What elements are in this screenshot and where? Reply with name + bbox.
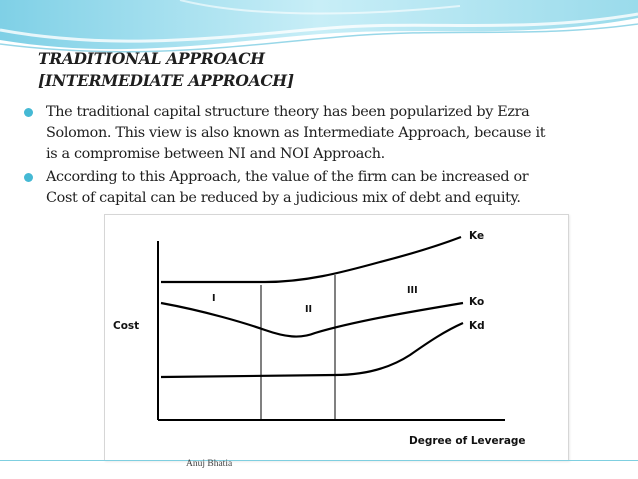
title-line-1: TRADITIONAL APPROACH <box>38 49 265 68</box>
bullet-dot-icon <box>24 173 33 182</box>
author-credit: Anuj Bhatia <box>186 459 233 469</box>
slide-title <box>38 48 618 92</box>
cost-of-capital-diagram <box>104 214 569 461</box>
bullet-1-line-1: The traditional capital structure theory has been popularized by Ezra <box>46 104 530 120</box>
footer-divider <box>0 460 638 461</box>
x-axis-label: Degree of Leverage <box>409 435 526 447</box>
kd-label: Kd <box>469 320 485 332</box>
y-axis-label: Cost <box>113 320 140 332</box>
bullet-2-line-2: Cost of capital can be reduced by a judicious mix of debt and equity. <box>46 190 521 206</box>
bullet-list <box>24 102 624 211</box>
diagram-canvas <box>105 215 568 460</box>
region-label-3: III <box>407 285 418 296</box>
ke-curve <box>161 237 461 282</box>
bullet-2-line-1: According to this Approach, the value of the firm can be increased or <box>46 169 529 185</box>
ko-label: Ko <box>469 296 485 308</box>
bullet-1-line-2: Solomon. This view is also known as Intermediate Approach, because it <box>46 125 546 141</box>
bullet-1-line-3: is a compromise between NI and NOI Approach. <box>46 146 385 162</box>
bullet-dot-icon <box>24 108 33 117</box>
region-label-2: II <box>305 304 313 315</box>
kd-curve <box>161 323 463 377</box>
region-label-1: I <box>212 293 216 304</box>
title-line-2: [INTERMEDIATE APPROACH] <box>38 71 294 90</box>
bullet-item-2 <box>24 167 624 209</box>
ke-label: Ke <box>469 230 485 242</box>
bullet-item-1 <box>24 102 624 165</box>
